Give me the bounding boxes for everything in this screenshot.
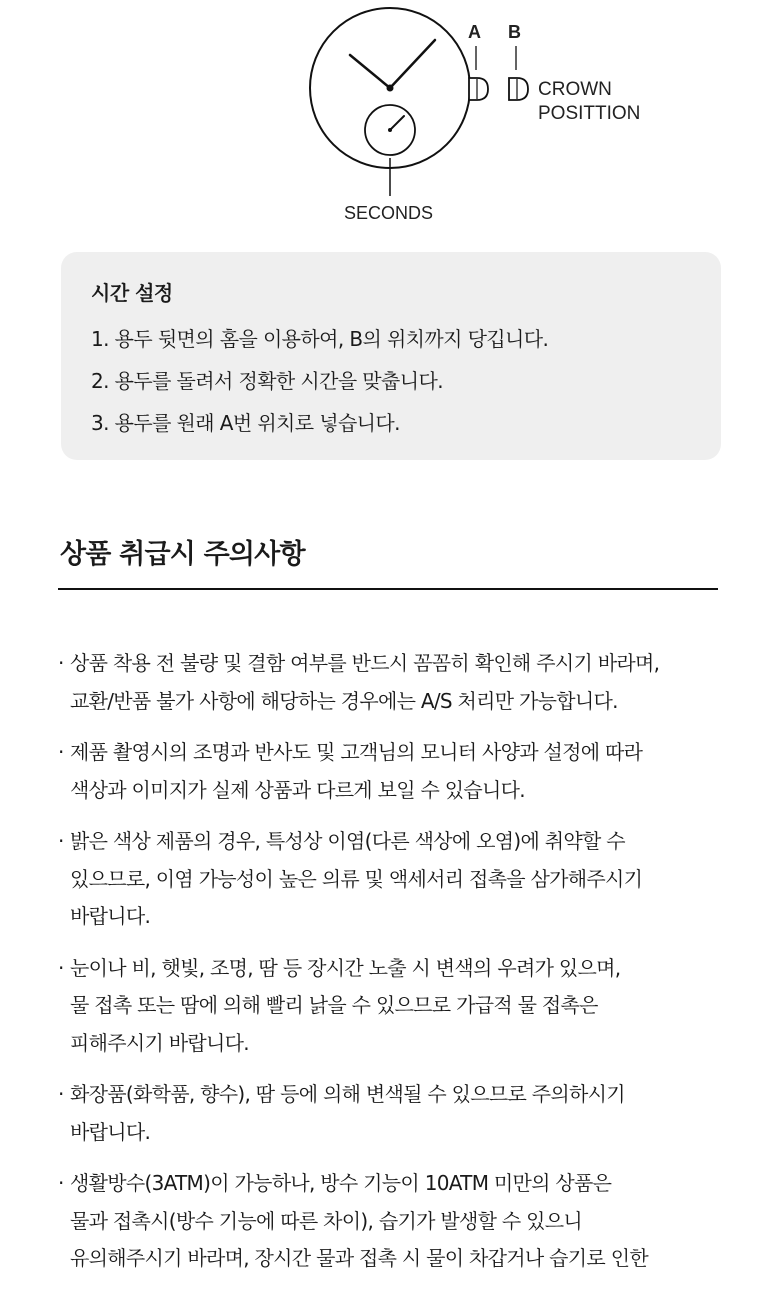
precaution-text-line: 생활방수(3ATM)이 가능하나, 방수 기능이 10ATM 미만의 상품은: [70, 1171, 612, 1195]
precaution-item-1: [58, 645, 728, 720]
watch-crown-diagram: [0, 0, 780, 240]
precaution-item-2: [58, 734, 728, 809]
time-setting-title: 시간 설정: [91, 281, 173, 305]
section-divider: [58, 588, 718, 590]
precaution-text-line: 눈이나 비, 햇빛, 조명, 땀 등 장시간 노출 시 변색의 우려가 있으며,: [70, 955, 621, 980]
seconds-label: SECONDS: [344, 203, 434, 223]
precaution-item-4: [58, 950, 728, 1063]
precaution-text-line: 색상과 이미지가 실제 상품과 다르게 보일 수 있습니다.: [70, 777, 525, 802]
precaution-text-line: 물 접촉 또는 땀에 의해 빨리 낡을 수 있으므로 가급적 물 접촉은: [70, 993, 598, 1017]
precaution-text-line: 밝은 색상 제품의 경우, 특성상 이염(다른 색상에 오염)에 취약할 수: [70, 829, 625, 853]
precaution-text-line: 유의해주시기 바라며, 장시간 물과 접촉 시 물이 차갑거나 습기로 인한: [70, 1246, 648, 1270]
time-setting-step-2: 2. 용두를 돌려서 정확한 시간을 맞춥니다.: [91, 369, 443, 393]
time-setting-step-1: 1. 용두 뒷면의 홈을 이용하여, B의 위치까지 당깁니다.: [91, 327, 549, 351]
bullet: ·: [58, 829, 64, 853]
bullet: ·: [58, 1171, 64, 1195]
precautions-title: 상품 취급시 주의사항: [60, 539, 305, 570]
precaution-text-line: 제품 촬영시의 조명과 반사도 및 고객님의 모니터 사양과 설정에 따라: [70, 740, 643, 764]
precaution-item-3: [58, 823, 728, 936]
precaution-text-line: 상품 착용 전 불량 및 결함 여부를 반드시 꼼꼼히 확인해 주시기 바라며,: [70, 651, 660, 675]
time-setting-step-3: 3. 용두를 원래 A번 위치로 넣습니다.: [91, 411, 400, 435]
precaution-text-line: 있으므로, 이염 가능성이 높은 의류 및 액세서리 접촉을 삼가해주시기: [70, 866, 643, 891]
crown-position-label: [538, 78, 640, 126]
minute-hand: [390, 40, 435, 88]
crown-label-a: A: [468, 22, 481, 42]
bullet: ·: [58, 1082, 64, 1106]
precaution-text-line: 바랍니다.: [70, 904, 151, 928]
crown-position-a: [469, 78, 488, 100]
seconds-hand: [390, 116, 404, 130]
precaution-text-line: 물과 접촉시(방수 기능에 따른 차이), 습기가 발생할 수 있으니: [70, 1208, 583, 1233]
crown-position-label-line1: CROWN: [538, 79, 612, 100]
crown-position-label-line2: POSITTION: [538, 103, 641, 124]
time-setting-box: [61, 252, 721, 460]
bullet: ·: [58, 955, 64, 980]
precautions-list: [58, 645, 728, 1292]
precaution-text-line: 교환/반품 불가 사항에 해당하는 경우에는 A/S 처리만 가능합니다.: [70, 688, 618, 713]
crown-label-b: B: [508, 22, 521, 42]
precaution-text-line: 바랍니다.: [70, 1119, 151, 1144]
crown-position-b: [509, 78, 528, 100]
bullet: ·: [58, 740, 64, 764]
precaution-text-line: 피해주시기 바랍니다.: [70, 1030, 249, 1055]
precaution-item-6: [58, 1165, 728, 1278]
bullet: ·: [58, 651, 64, 675]
precaution-item-5: [58, 1076, 728, 1151]
center-pin: [387, 85, 394, 92]
precaution-text-line: 화장품(화학품, 향수), 땀 등에 의해 변색될 수 있으므로 주의하시기: [70, 1082, 625, 1106]
hour-hand: [350, 55, 390, 88]
